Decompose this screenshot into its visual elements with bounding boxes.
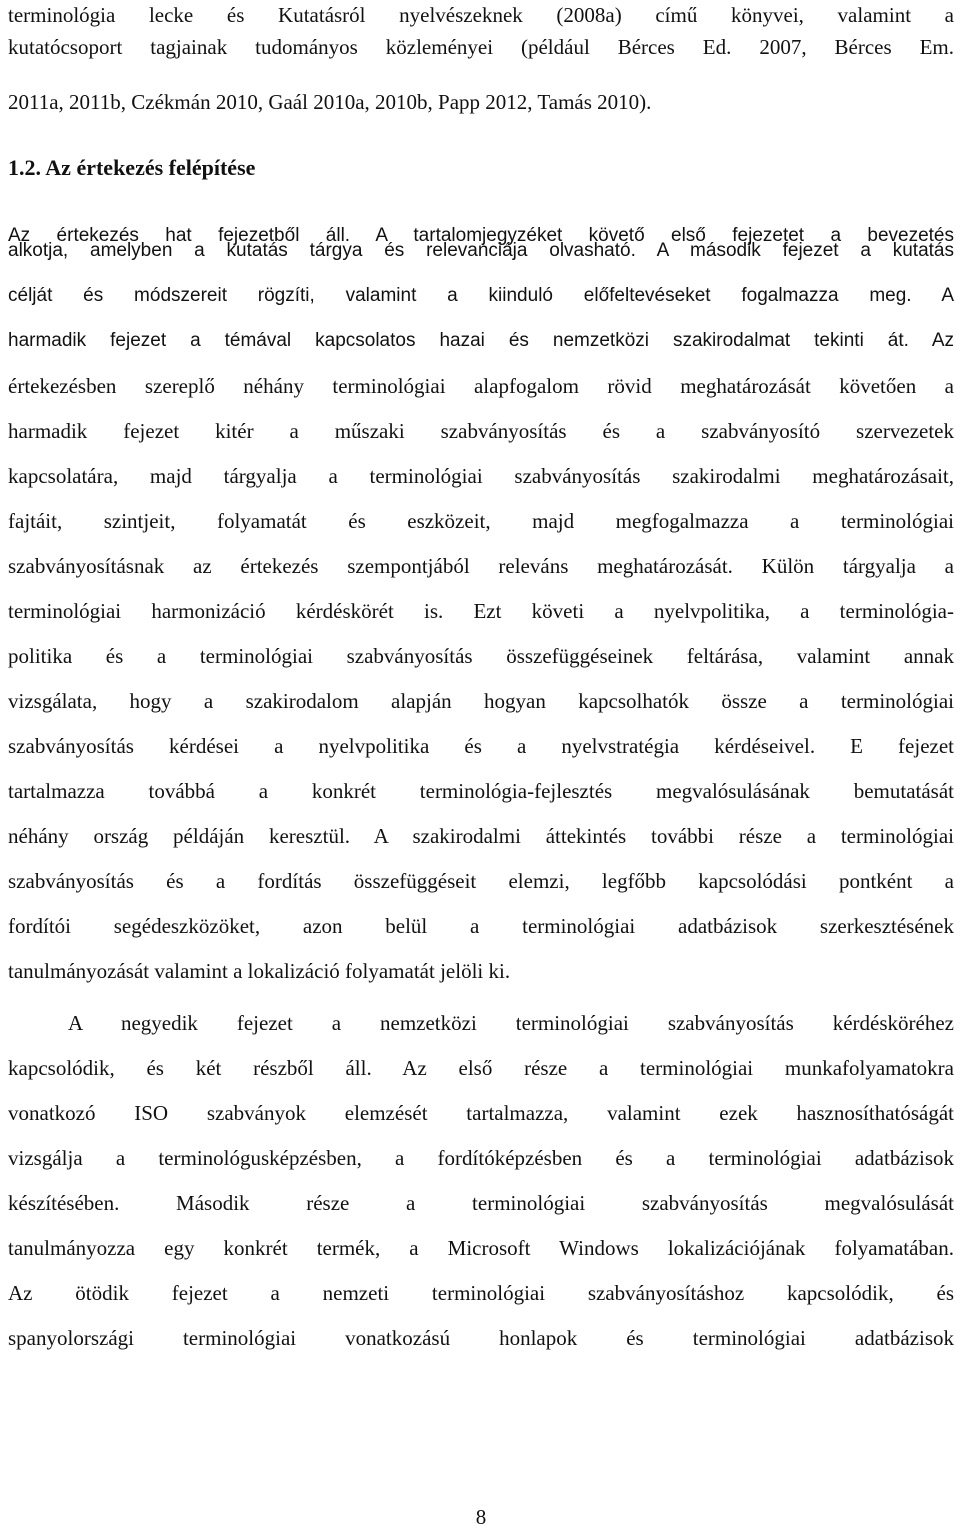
text-line: harmadik fejezet kitér a műszaki szabványosítás és a szabványosító szervezetek — [8, 419, 954, 443]
text-line: 2011a, 2011b, Czékmán 2010, Gaál 2010a, 2010b, Papp 2012, Tamás 2010). — [8, 90, 652, 114]
text-line: célját és módszereit rögzíti, valamint a kiinduló előfeltevéseket fogalmazza meg. A — [8, 285, 954, 306]
page-number: 8 — [475, 1505, 487, 1529]
section-heading — [8, 152, 255, 184]
text-line: néhány ország példáján keresztül. A szakirodalmi áttekintés további része a terminológiai — [8, 824, 954, 848]
text-line: A negyedik fejezet a nemzetközi terminológiai szabványosítás kérdésköréhez — [68, 1011, 954, 1035]
section-number: 1.2. — [8, 155, 41, 180]
text-line: tanulmányozását valamint a lokalizáció folyamatát jelöli ki. — [8, 959, 511, 983]
section-title: Az értekezés felépítése — [45, 155, 256, 180]
text-line: szabványosításnak az értekezés szempontjából releváns meghatározását. Külön tárgyalja a — [8, 554, 954, 578]
text-line: tartalmazza továbbá a konkrét terminológia-fejlesztés megvalósulásának bemutatását — [8, 779, 954, 803]
text-line: politika és a terminológiai szabványosítás összefüggéseinek feltárása, valamint annak — [8, 644, 954, 668]
text-line: tanulmányozza egy konkrét termék, a Microsoft Windows lokalizációjának folyamatában. — [8, 1236, 954, 1260]
text-line: értekezésben szereplő néhány terminológiai alapfogalom rövid meghatározását követően a — [8, 374, 954, 398]
text-line: készítésében. Második része a terminológiai szabványosítás megvalósulását — [8, 1191, 954, 1215]
text-line: spanyolországi terminológiai vonatkozású honlapok és terminológiai adatbázisok — [8, 1326, 954, 1350]
text-line: fordítói segédeszközöket, azon belül a terminológiai adatbázisok szerkesztésének — [8, 914, 954, 938]
text-line: alkotja, amelyben a kutatás tárgya és relevanciája olvasható. A második fejezet a kutatás — [8, 240, 954, 261]
text-line: szabványosítás kérdései a nyelvpolitika és a nyelvstratégia kérdéseivel. E fejezet — [8, 734, 954, 758]
text-line: terminológiai harmonizáció kérdéskörét is. Ezt követi a nyelvpolitika, a terminológia- — [8, 599, 954, 623]
text-line: fajtáit, szintjeit, folyamatát és eszközeit, majd megfogalmazza a terminológiai — [8, 509, 954, 533]
text-line: Az ötödik fejezet a nemzeti terminológiai szabványosításhoz kapcsolódik, és — [8, 1281, 954, 1305]
text-line: terminológia lecke és Kutatásról nyelvészeknek (2008a) című könyvei, valamint a — [8, 3, 954, 27]
text-line: kutatócsoport tagjainak tudományos közleményei (például Bérces Ed. 2007, Bérces Em. — [8, 35, 954, 59]
text-line: szabványosítás és a fordítás összefüggéseit elemzi, legfőbb kapcsolódási pontként a — [8, 869, 954, 893]
text-line: vizsgálata, hogy a szakirodalom alapján hogyan kapcsolhatók össze a terminológiai — [8, 689, 954, 713]
text-line: vizsgálja a terminológusképzésben, a fordítóképzésben és a terminológiai adatbázisok — [8, 1146, 954, 1170]
text-line: harmadik fejezet a témával kapcsolatos hazai és nemzetközi szakirodalmat tekinti át. Az — [8, 330, 954, 351]
text-line: kapcsolatára, majd tárgyalja a terminológiai szabványosítás szakirodalmi meghatározásait, — [8, 464, 954, 488]
text-line: kapcsolódik, és két részből áll. Az első része a terminológiai munkafolyamatokra — [8, 1056, 954, 1080]
text-line: Az értekezés hat fejezetből áll. A tartalomjegyzéket követő első fejezetet a bevezetés — [8, 225, 954, 246]
text-line: vonatkozó ISO szabványok elemzését tartalmazza, valamint ezek hasznosíthatóságát — [8, 1101, 954, 1125]
